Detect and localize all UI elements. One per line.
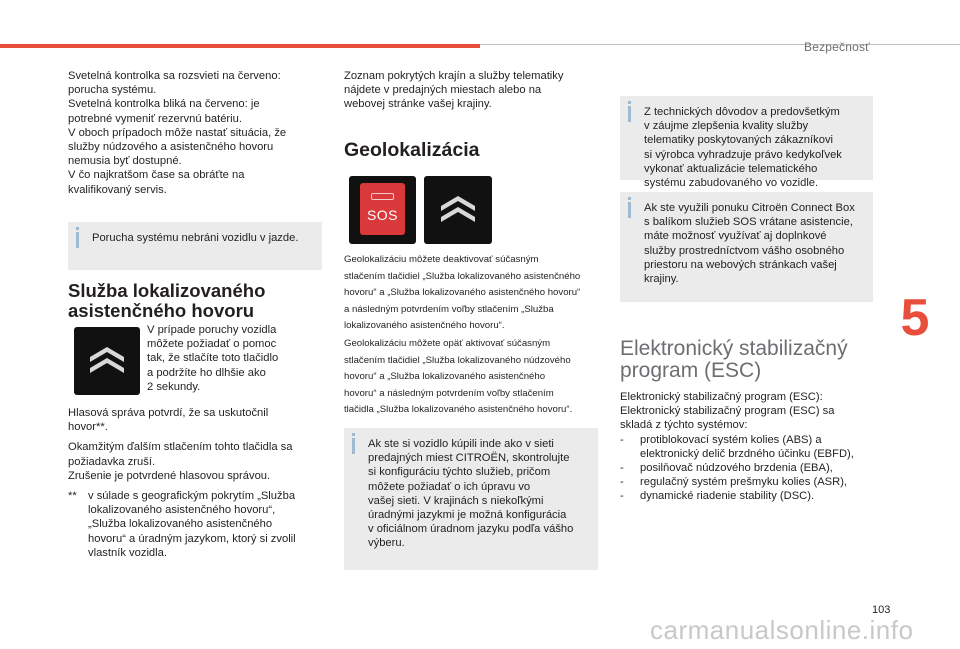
text-line: Zrušenie je potvrdené hlasovou správou.: [68, 469, 271, 482]
text-line: vašej sieti. V krajinách s niekoľkými: [368, 494, 544, 507]
text-line: vykonať aktualizácie telematického: [644, 162, 818, 175]
list-item: [620, 461, 875, 475]
col3-body: [620, 390, 875, 504]
text-line: stlačením tlačidiel „Služba lokalizovaného asistenčného: [344, 270, 581, 282]
text-line: v záujme zlepšenia kvality služby: [644, 120, 809, 133]
text-line: hovoru“ a následným potvrdením voľby stlačením: [344, 387, 554, 399]
text-line: nájdete v predajných miestach alebo na: [344, 84, 542, 97]
text-line: Ak ste si vozidlo kúpili inde ako v sieti: [368, 438, 554, 450]
header-accent-bar: [0, 44, 480, 48]
info-note: [620, 96, 873, 190]
text-line: porucha systému.: [68, 84, 157, 97]
text-line: „Služba lokalizovaného asistenčného: [88, 518, 273, 531]
col2-intro: [344, 69, 599, 112]
text-line: elektronický delič brzdného účinku (EBFD),: [640, 447, 854, 460]
caption-deactivate: [344, 252, 604, 335]
text-line: si výrobca vyhradzuje právo kedykoľvek: [644, 148, 842, 161]
text-line: nemusia byť dostupné.: [68, 155, 182, 168]
assistance-button-image: [74, 327, 140, 395]
text-line: Ak ste využili ponuku Citroën Connect Box: [644, 202, 855, 214]
info-icon: [352, 438, 355, 454]
text-line: webovej stránke vašej krajiny.: [344, 98, 492, 111]
heading-assistance-call: [68, 281, 328, 321]
button-description: [147, 323, 317, 394]
info-note: [620, 192, 873, 302]
list-item: [620, 475, 875, 489]
text-line: v oficiálnom úradnom jazyku podľa vášho: [368, 523, 574, 536]
text-line: telematiky poskytovaných zákazníkovi: [644, 134, 834, 147]
text-line: si konfiguráciu týchto služieb, pričom: [368, 466, 551, 479]
list-item: [620, 489, 875, 503]
chapter-number: 5: [900, 289, 930, 347]
citroen-chevron-icon: [424, 176, 492, 244]
text-line: krajiny.: [644, 273, 679, 286]
text-line: môžete požiadať o pomoc: [147, 338, 277, 351]
text-line: V oboch prípadoch môže nastať situácia, že: [68, 126, 287, 139]
text-line: Hlasová správa potvrdí, že sa uskutočnil: [68, 407, 269, 419]
text-line: hovoru“ a „Služba lokalizovaného asistenčného: [344, 371, 546, 382]
assistance-button-image-2: [424, 176, 492, 244]
info-icon: [76, 232, 79, 248]
note-text: Porucha systému nebráni vozidlu v jazde.: [92, 232, 299, 244]
header-rule: [480, 44, 960, 45]
col1-body: [68, 406, 323, 560]
text-line: Svetelná kontrolka bliká na červeno: je: [68, 98, 260, 111]
text-line: služby prostredníctvom vášho osobného: [644, 244, 845, 257]
text-line: systému zabudovaného vo vozidle.: [644, 177, 819, 190]
heading-line: Elektronický stabilizačný: [620, 337, 848, 360]
text-line: Geolokalizáciu môžete opäť aktivovať súčasným: [344, 338, 551, 349]
text-line: Elektronický stabilizačný program (ESC) sa: [620, 405, 835, 418]
text-line: Z technických dôvodov a predovšetkým: [644, 106, 840, 118]
text-line: predajných miest CITROËN, skontrolujte: [368, 452, 570, 465]
text-line: vlastník vozidla.: [88, 546, 167, 559]
text-line: - protiblokovací systém kolies (ABS) a: [640, 433, 822, 446]
text-line: hovoru“ a „Služba lokalizovaného asistenčného hovoru“: [344, 287, 581, 298]
info-icon: [628, 106, 631, 122]
system-list: [620, 433, 875, 504]
text-line: Zoznam pokrytých krajín a služby telematiky: [344, 70, 564, 82]
text-line: a následným potvrdením voľby stlačením „Služba: [344, 303, 554, 315]
text-line: - posilňovač núdzového brzdenia (EBA),: [640, 462, 833, 475]
paragraph: [68, 440, 323, 483]
text-line: 2 sekundy.: [147, 380, 201, 393]
text-line: požiadavka zruší.: [68, 455, 156, 468]
citroen-chevron-icon: [74, 327, 140, 395]
text-line: s balíkom služieb SOS vrátane asistencie,: [644, 216, 853, 229]
footnote: [68, 489, 323, 560]
heading-geolocation: Geolokalizácia: [344, 139, 480, 161]
text-line: hovoru“ a úradným jazykom, ktorý si zvolil: [88, 532, 296, 545]
text-line: tak, že stlačíte toto tlačidlo: [147, 352, 279, 365]
sos-button-image: [349, 176, 416, 244]
sos-button: [360, 183, 405, 235]
heading-line: Služba lokalizovaného: [68, 280, 266, 301]
text-line: môžete požiadať o ich úpravu vo: [368, 480, 531, 493]
text-line: priestoru na webových stránkach vašej: [644, 258, 837, 271]
text-line: V prípade poruchy vozidla: [147, 324, 277, 336]
heading-line: program (ESC): [620, 359, 762, 382]
text-line: - regulačný systém prešmyku kolies (ASR),: [640, 476, 848, 489]
paragraph: [68, 406, 323, 434]
text-line: - dynamické riadenie stability (DSC).: [640, 490, 815, 503]
text-line: a podržíte ho dlhšie ako: [147, 366, 266, 379]
text-line: máte možnosť využívať aj doplnkové: [644, 230, 827, 243]
text-line: úradnými jazykmi je možná konfigurácia: [368, 509, 567, 522]
footnote-mark: **: [68, 490, 77, 503]
text-line: tlačidla „Služba lokalizovaného asistenčného hovoru“.: [344, 404, 573, 415]
caption-activate: [344, 336, 604, 419]
text-line: stlačením tlačidiel „Služba lokalizovaného núdzového: [344, 354, 571, 366]
info-icon: [628, 202, 631, 218]
section-title: Bezpečnosť: [804, 40, 870, 54]
text-line: v súlade s geografickým pokrytím „Služba: [88, 490, 296, 503]
text-line: služby núdzového a asistenčného hovoru: [68, 141, 274, 154]
sos-indicator-icon: [371, 193, 394, 200]
heading-esc: [620, 338, 880, 382]
col1-intro: [68, 69, 318, 197]
list-item: [620, 433, 875, 461]
watermark: carmanualsonline.info: [650, 615, 914, 645]
text-line: Geolokalizáciu môžete deaktivovať súčasným: [344, 254, 539, 265]
text-line: Svetelná kontrolka sa rozsvieti na červeno:: [68, 70, 281, 82]
sos-label: SOS: [366, 207, 399, 223]
text-line: lokalizovaného asistenčného hovoru“,: [88, 504, 276, 517]
text-line: hovor**.: [68, 421, 108, 434]
text-line: V čo najkratšom čase sa obráťte na: [68, 169, 245, 182]
text-line: Elektronický stabilizačný program (ESC):: [620, 391, 823, 403]
text-line: skladá z týchto systémov:: [620, 419, 748, 432]
heading-line: asistenčného hovoru: [68, 300, 255, 321]
text-line: výberu.: [368, 537, 405, 550]
text-line: potrebné vymeniť rezervnú batériu.: [68, 112, 242, 125]
text-line: lokalizovaného asistenčného hovoru“.: [344, 320, 505, 331]
text-line: Okamžitým ďalším stlačením tohto tlačidla sa: [68, 441, 293, 454]
info-note: [344, 428, 598, 570]
text-line: kvalifikovaný servis.: [68, 183, 167, 196]
page-number: 103: [872, 604, 891, 616]
info-note: [68, 222, 322, 270]
